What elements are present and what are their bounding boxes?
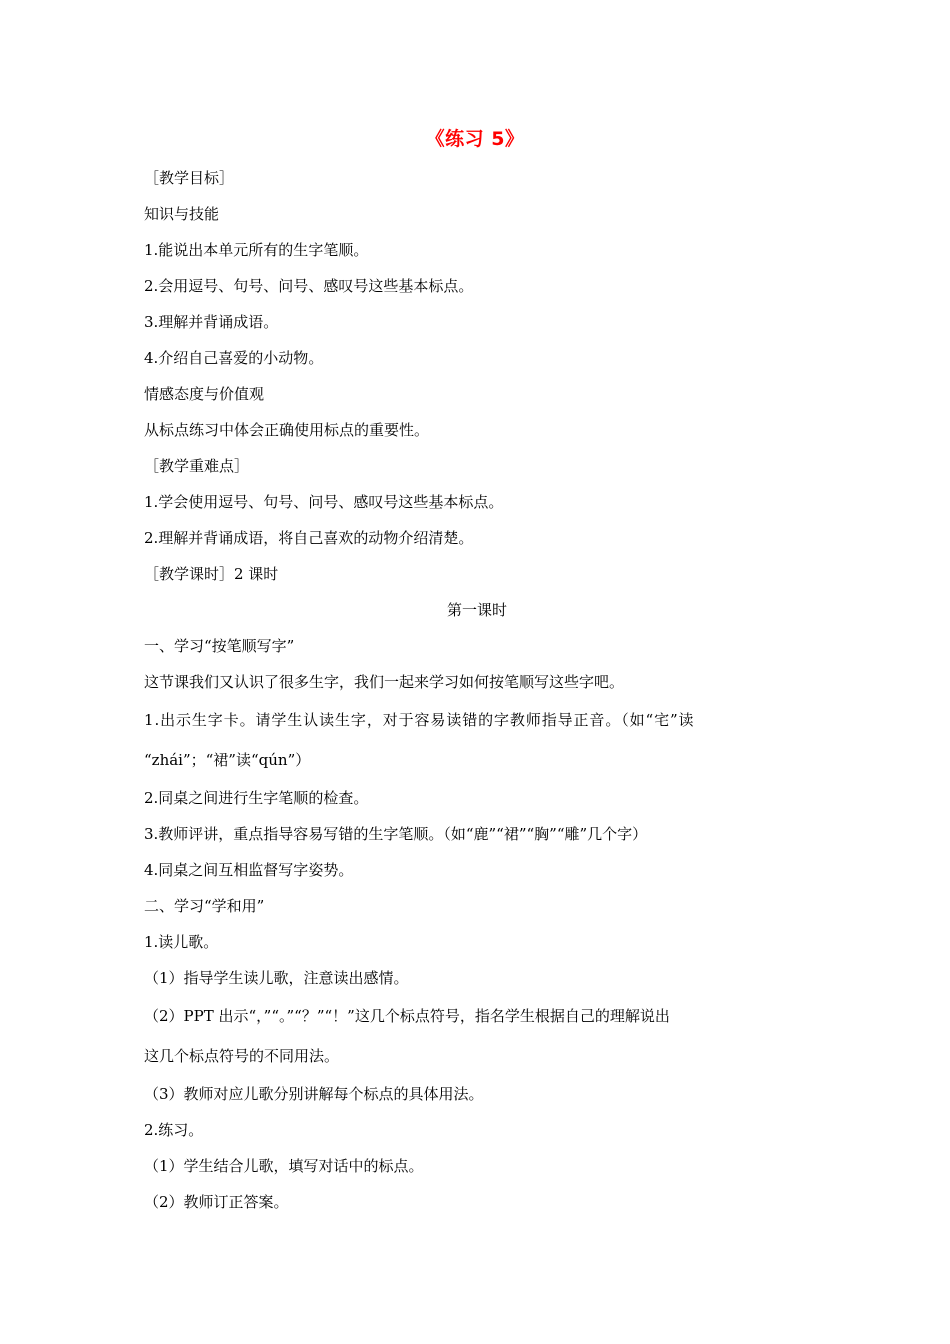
key-point-2: 2.理解并背诵成语，将自己喜欢的动物介绍清楚。 — [144, 529, 474, 547]
subheading-attitude-values: 情感态度与价值观 — [144, 385, 265, 403]
step-2: 2.同桌之间进行生字笔顺的检查。 — [144, 789, 369, 807]
part-heading-stroke-order: 一、学习“按笔顺写字” — [144, 637, 295, 655]
document-body — [144, 160, 810, 1220]
goal-item-3: 3.理解并背诵成语。 — [144, 313, 279, 331]
section-heading-key-points: ［教学重难点］ — [144, 457, 250, 475]
lesson-heading-first: 第一课时 — [446, 601, 507, 619]
activity-1-2-line-1: （2）PPT 出示“，”“。”“？”“！”这几个标点符号，指名学生根据自己的理解说出 — [144, 1007, 670, 1025]
activity-1-2-line-2: 这几个标点符号的不同用法。 — [144, 1047, 340, 1065]
step-1-line-1: 1.出示生字卡。请学生认读生字，对于容易读错的字教师指导正音。（如“宅”读 — [144, 711, 695, 729]
goal-item-2: 2.会用逗号、句号、问号、感叹号这些基本标点。 — [144, 277, 474, 295]
step-4: 4.同桌之间互相监督写字姿势。 — [144, 861, 354, 879]
activity-2-2: （2）教师订正答案。 — [144, 1193, 289, 1211]
key-point-1: 1.学会使用逗号、句号、问号、感叹号这些基本标点。 — [144, 493, 504, 511]
section-heading-class-hours: ［教学课时］2 课时 — [144, 565, 279, 583]
subheading-knowledge-skills: 知识与技能 — [144, 205, 220, 223]
section-heading-teaching-goals: ［教学目标］ — [144, 169, 235, 187]
activity-read-rhyme: 1.读儿歌。 — [144, 933, 219, 951]
activity-2-1: （1）学生结合儿歌，填写对话中的标点。 — [144, 1157, 424, 1175]
step-1-line-2: “zhái”；“裙”读“qún”） — [144, 751, 311, 769]
activity-practice: 2.练习。 — [144, 1121, 204, 1139]
attitude-text: 从标点练习中体会正确使用标点的重要性。 — [144, 421, 430, 439]
goal-item-4: 4.介绍自己喜爱的小动物。 — [144, 349, 324, 367]
document-title: 《练习 5》 — [425, 128, 525, 150]
part-heading-learn-use: 二、学习“学和用” — [144, 897, 265, 915]
step-3: 3.教师评讲，重点指导容易写错的生字笔顺。（如“鹿”“裙”“胸”“雕”几个字） — [144, 825, 648, 843]
goal-item-1: 1.能说出本单元所有的生字笔顺。 — [144, 241, 369, 259]
activity-1-3: （3）教师对应儿歌分别讲解每个标点的具体用法。 — [144, 1085, 484, 1103]
activity-1-1: （1）指导学生读儿歌，注意读出感情。 — [144, 969, 409, 987]
intro-paragraph: 这节课我们又认识了很多生字，我们一起来学习如何按笔顺写这些字吧。 — [144, 673, 625, 691]
